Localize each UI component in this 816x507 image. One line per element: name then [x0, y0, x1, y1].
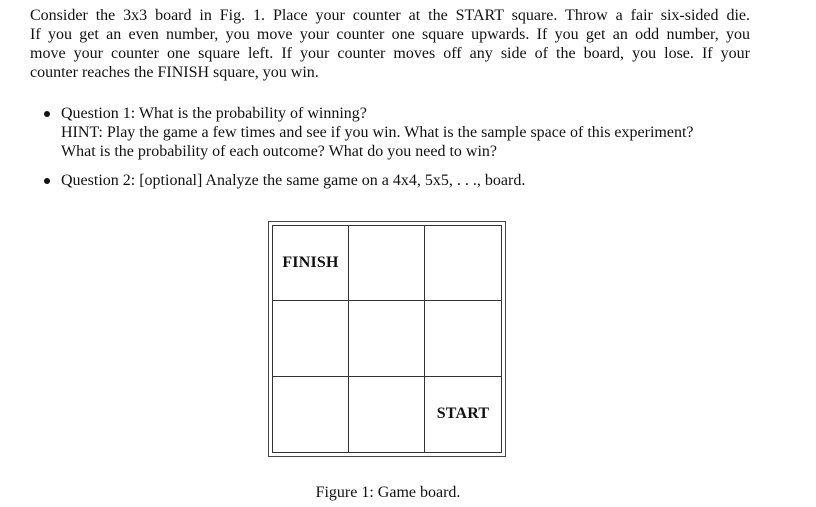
bullet-icon — [44, 178, 50, 184]
question-list — [44, 104, 764, 190]
board-cell — [349, 226, 425, 301]
intro-line: counter reaches the FINISH square, you win. — [30, 64, 319, 81]
board-cell — [273, 377, 349, 452]
intro-line: Consider the 3x3 board in Fig. 1. Place your counter at the START square. Throw a fair six-sided die. — [30, 7, 750, 24]
intro-paragraph — [30, 6, 750, 82]
figure-caption: Figure 1: Game board. — [315, 484, 461, 501]
question-1-title: Question 1: What is the probability of winning? — [61, 105, 367, 122]
question-1-hint: What is the probability of each outcome? What do you need to win? — [61, 143, 498, 160]
board-cell-start: START — [436, 405, 490, 423]
board-cell — [349, 377, 425, 452]
board-cell — [273, 301, 349, 376]
question-1-item — [44, 104, 764, 161]
game-board-figure — [268, 221, 506, 457]
intro-line: move your counter one square left. If your counter moves off any side of the board, you lose. If your — [30, 45, 750, 62]
board-cell — [425, 226, 501, 301]
board-cell — [349, 301, 425, 376]
intro-line: If you get an even number, you move your counter one square upwards. If you get an odd number, you — [30, 26, 750, 43]
bullet-icon — [44, 111, 50, 117]
board-cell-finish: FINISH — [273, 226, 349, 301]
board-cell — [425, 301, 501, 376]
question-1-hint: HINT: Play the game a few times and see if you win. What is the sample space of this experiment? — [61, 124, 694, 141]
question-2-title: Question 2: [optional] Analyze the same game on a 4x4, 5x5, . . ., board. — [61, 172, 526, 189]
question-2-item — [44, 171, 764, 190]
game-board-grid — [272, 225, 502, 453]
